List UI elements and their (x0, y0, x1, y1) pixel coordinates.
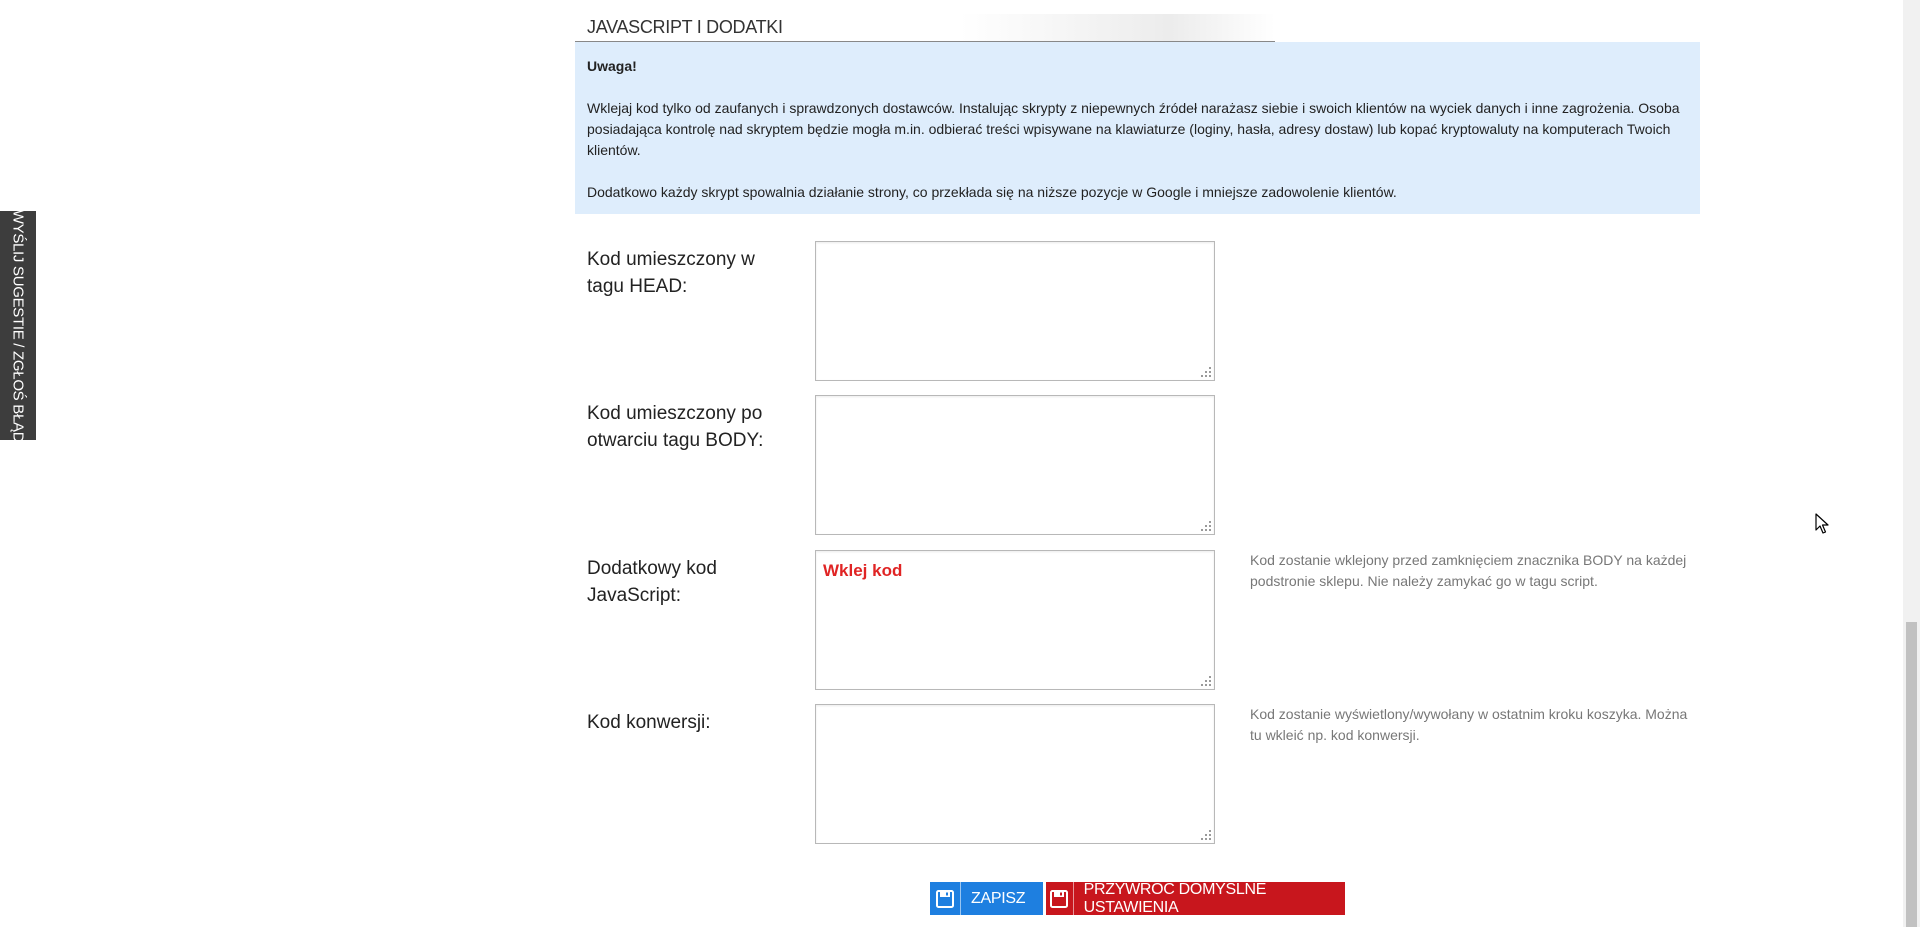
form-actions (930, 882, 1345, 915)
section-title: JAVASCRIPT I DODATKI (587, 17, 783, 37)
save-button-label: ZAPISZ (971, 889, 1026, 907)
reset-defaults-button[interactable] (1046, 882, 1345, 915)
feedback-tab[interactable] (0, 211, 36, 440)
conversion-code-help: Kod zostanie wyświetlony/wywołany w ostatnim kroku koszyka. Można tu wkleić np. kod konwersji. (1250, 706, 1688, 743)
resize-grip-icon[interactable] (1201, 367, 1212, 378)
warning-notice (575, 42, 1700, 214)
feedback-tab-label: WYŚLIJ SUGESTIE / ZGŁOŚ BŁĄD (9, 209, 27, 442)
vertical-scrollbar[interactable] (1903, 0, 1920, 927)
notice-paragraph-2: Dodatkowo każdy skrypt spowalnia działanie strony, co przekłada się na niższe pozycje w Google i mniejsze zadowolenie klientów. (587, 184, 1397, 200)
head-code-label: Kod umieszczony w tagu HEAD: (587, 249, 755, 297)
resize-grip-icon[interactable] (1201, 830, 1212, 841)
floppy-disk-icon (1046, 882, 1074, 915)
extra-js-label: Dodatkowy kod JavaScript: (587, 558, 717, 606)
body-open-code-label: Kod umieszczony po otwarciu tagu BODY: (587, 403, 764, 451)
body-open-code-textarea[interactable] (815, 395, 1215, 535)
conversion-code-label: Kod konwersji: (587, 712, 711, 733)
extra-js-placeholder: Wklej kod (823, 561, 903, 580)
conversion-code-textarea[interactable] (815, 704, 1215, 844)
notice-paragraph-1: Wklejaj kod tylko od zaufanych i sprawdzonych dostawców. Instalując skrypty z niepewnych źródeł narażasz siebie i swoich klientów na wyciek danych i inne zagrożenia. Osoba posiadająca kontrolę nad skryptem będzie mogła m.in. odbierać treści wpisywane na klawiaturze (loginy, hasła, adresy dostaw) lub kopać kryptowaluty na komputerach Twoich klientów. (587, 100, 1680, 158)
resize-grip-icon[interactable] (1201, 521, 1212, 532)
reset-defaults-button-label: PRZYWRÓĆ DOMYŚLNE USTAWIENIA (1083, 880, 1267, 916)
section-header (575, 14, 1275, 42)
head-code-textarea[interactable] (815, 241, 1215, 381)
resize-grip-icon[interactable] (1201, 676, 1212, 687)
scrollbar-thumb[interactable] (1906, 622, 1917, 927)
extra-js-textarea[interactable] (815, 550, 1215, 690)
extra-js-help: Kod zostanie wklejony przed zamknięciem znacznika BODY na każdej podstronie sklepu. Nie należy zamykać go w tagu script. (1250, 552, 1687, 589)
mouse-cursor-icon (1815, 513, 1829, 535)
save-button[interactable] (930, 882, 1043, 915)
notice-heading: Uwaga! (587, 58, 637, 74)
floppy-disk-icon (930, 882, 961, 915)
